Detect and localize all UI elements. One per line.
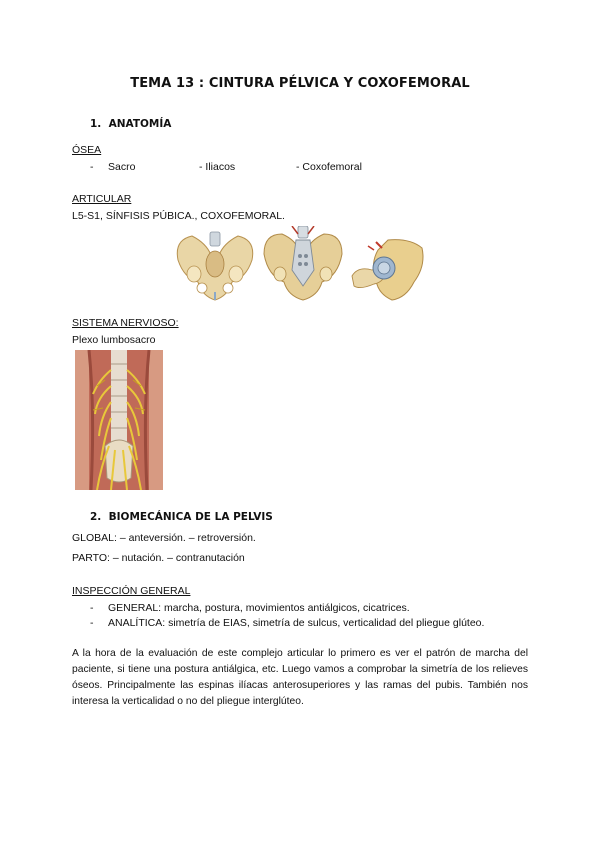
nervioso-label: SISTEMA NERVIOSO: xyxy=(72,317,179,329)
section-2-number: 2. xyxy=(90,511,102,523)
evaluation-paragraph: A la hora de la evaluación de este complejo articular lo primero es ver el patrón de marcha del paciente, si tiene una postura antiálgica, etc. Luego vamos a comprobar la simetría de los relieves óseos. Principalmente las espinas ilíacas anterosuperiores y las ramas del pubis. También nos interesa la verticalidad o no del pliegue interglúteo. xyxy=(72,648,528,707)
articular-label: ARTICULAR xyxy=(72,193,132,205)
section-2-title: BIOMECÁNICA DE LA PELVIS xyxy=(108,511,273,523)
lumbosacral-plexus-image xyxy=(75,350,163,490)
osea-item-iliacos: - Iliacos xyxy=(199,161,236,173)
inspeccion-bullet-2: - xyxy=(90,617,94,629)
osea-item-sacro: Sacro xyxy=(108,161,136,173)
nervioso-text: Plexo lumbosacro xyxy=(72,334,156,346)
osea-bullet: - xyxy=(90,161,94,173)
inspeccion-item-analitica: ANALÍTICA: simetría de EIAS, simetría de sulcus, verticalidad del pliegue glúteo. xyxy=(108,617,485,629)
page-title: TEMA 13 : CINTURA PÉLVICA Y COXOFEMORAL xyxy=(130,76,470,91)
section-2-heading xyxy=(90,511,273,523)
pelvis-posterior-image xyxy=(260,226,346,304)
inspeccion-item-general: GENERAL: marcha, postura, movimientos antiálgicos, cicatrices. xyxy=(108,602,410,614)
section-1-title: ANATOMÍA xyxy=(108,118,172,130)
pelvis-anterior-image xyxy=(172,230,258,304)
inspeccion-bullet-1: - xyxy=(90,602,94,614)
osea-label: ÓSEA xyxy=(72,144,102,156)
section-1-number: 1. xyxy=(90,118,102,130)
parto-line: PARTO: – nutación. – contranutación xyxy=(72,552,245,564)
inspeccion-label: INSPECCIÓN GENERAL xyxy=(72,585,191,597)
articular-text: L5-S1, SÍNFISIS PÚBICA., COXOFEMORAL. xyxy=(72,210,285,222)
global-line: GLOBAL: – anteversión. – retroversión. xyxy=(72,532,256,544)
section-1-heading xyxy=(90,118,171,130)
hip-joint-image xyxy=(348,236,428,304)
osea-item-coxofemoral: - Coxofemoral xyxy=(296,161,362,173)
